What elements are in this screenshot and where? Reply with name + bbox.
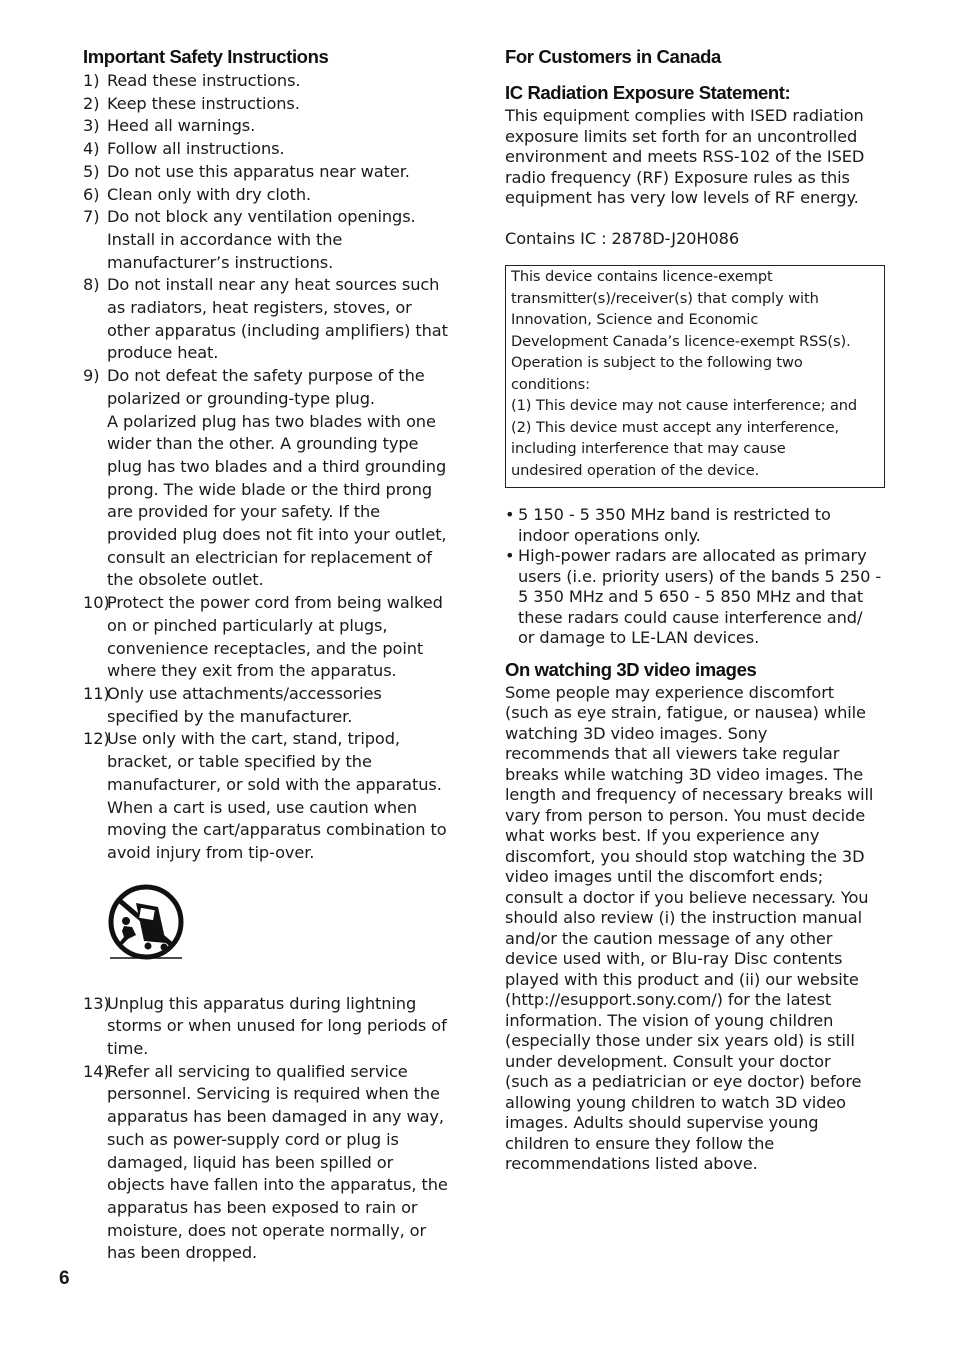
safety-item (83, 115, 463, 138)
3d-text-line: information. The vision of young children (505, 1010, 834, 1030)
statement-line: radio frequency (RF) Exposure rules as this (505, 167, 850, 187)
safety-item (83, 138, 463, 161)
band-text: High-power radars are allocated as primary (518, 546, 867, 565)
3d-text-line: discomfort, you should stop watching the 3D (505, 846, 865, 866)
3d-text-line: consult a doctor if you believe necessary. You (505, 887, 869, 907)
item-text: other apparatus (including amplifiers) that (107, 320, 448, 340)
notice-line: This device contains licence-exempt (511, 268, 773, 285)
3d-text-line: images. Adults should supervise young (505, 1113, 819, 1132)
item-text: Install in accordance with the (107, 229, 343, 249)
3d-text-line: Some people may experience discomfort (505, 682, 835, 702)
3d-text-line: under development. Consult your doctor (505, 1051, 831, 1071)
3d-text-line: (such as a pediatrician or eye doctor) before (505, 1072, 862, 1091)
item-text: the obsolete outlet. (107, 570, 264, 590)
3d-text-line: what works best. If you experience any (505, 826, 820, 845)
safety-item (83, 274, 463, 365)
band-text: 5 150 - 5 350 MHz band is restricted to (518, 505, 831, 524)
item-text: Use only with the cart, stand, tripod, (107, 729, 400, 749)
notice-line: (2) This device must accept any interference, (511, 418, 840, 436)
safety-heading: Important Safety Instructions (83, 46, 329, 67)
band-restrictions-list (505, 505, 885, 649)
3d-text-line: vary from person to person. You must decide (505, 805, 866, 825)
item-number: 12) (83, 729, 110, 749)
item-text: apparatus has been exposed to rain or (107, 1197, 418, 1217)
page-number: 6 (59, 1268, 70, 1289)
item-text: Clean only with dry cloth. (107, 184, 312, 204)
item-text: A polarized plug has two blades with one (107, 411, 436, 431)
notice-line: conditions: (511, 375, 590, 393)
notice-line: undesired operation of the device. (511, 461, 760, 479)
item-number: 5) (83, 161, 100, 181)
item-text: consult an electrician for replacement of (107, 547, 432, 567)
item-text: has been dropped. (107, 1243, 258, 1263)
3d-text-line: allowing young children to watch 3D video (505, 1092, 846, 1112)
item-text: personnel. Servicing is required when the (107, 1084, 440, 1104)
item-text: Do not use this apparatus near water. (107, 161, 410, 181)
ic-radiation-heading: IC Radiation Exposure Statement: (505, 82, 791, 103)
item-text: Do not install near any heat sources such (107, 275, 440, 295)
item-text: moisture, does not operate normally, or (107, 1220, 427, 1240)
safety-item (83, 728, 463, 864)
safety-item (83, 365, 463, 592)
statement-line: This equipment complies with ISED radiation (505, 106, 864, 125)
safety-item (83, 93, 463, 116)
safety-item (83, 1061, 463, 1265)
band-text: users (i.e. priority users) of the bands 5 250 - (518, 566, 882, 586)
item-text: where they exit from the apparatus. (107, 661, 397, 681)
item-text: plug has two blades and a third grounding (107, 456, 447, 476)
band-text: these radars could cause interference and/ (518, 607, 863, 627)
cart-symbol (83, 865, 463, 993)
item-text: on or pinched particularly at plugs, (107, 615, 388, 635)
3d-text-line: recommends that all viewers take regular (505, 744, 840, 763)
item-number: 6) (83, 184, 100, 204)
left-column (83, 44, 463, 1265)
item-text: Do not defeat the safety purpose of the (107, 366, 425, 386)
item-text: Read these instructions. (107, 71, 301, 90)
3d-video-text (505, 683, 885, 1175)
item-text: When a cart is used, use caution when (107, 797, 418, 817)
statement-line: equipment has very low levels of RF energy. (505, 188, 859, 207)
item-text: specified by the manufacturer. (107, 706, 353, 726)
safety-item (83, 206, 463, 274)
3d-text-line: watching 3D video images. Sony (505, 723, 768, 743)
cart-tip-over-warning-icon (106, 883, 186, 963)
item-text: Protect the power cord from being walked (107, 593, 443, 613)
safety-item (83, 184, 463, 207)
licence-exempt-notice (505, 265, 885, 488)
3d-text-line: video images until the discomfort ends; (505, 867, 824, 886)
safety-list-continued (83, 993, 463, 1265)
item-number: 13) (83, 993, 110, 1013)
3d-text-line: (http://esupport.sony.com/) for the latest (505, 990, 832, 1009)
right-column (505, 44, 885, 1175)
item-text: Unplug this apparatus during lightning (107, 993, 417, 1013)
item-text: convenience receptacles, and the point (107, 638, 424, 658)
band-text: or damage to LE-LAN devices. (518, 628, 760, 647)
item-text: apparatus has been damaged in any way, (107, 1107, 444, 1127)
band-text: indoor operations only. (518, 525, 701, 545)
contains-ic: Contains IC : 2878D-J20H086 (505, 228, 740, 248)
item-text: Do not block any ventilation openings. (107, 207, 416, 227)
item-text: Heed all warnings. (107, 116, 256, 136)
item-text: bracket, or table specified by the (107, 752, 372, 772)
canada-heading: For Customers in Canada (505, 46, 721, 67)
item-text: manufacturer, or sold with the apparatus. (107, 774, 442, 794)
item-text: produce heat. (107, 343, 219, 363)
item-text: prong. The wide blade or the third prong (107, 479, 433, 499)
band-item (505, 546, 885, 649)
item-text: provided plug does not fit into your outlet, (107, 525, 447, 545)
notice-line: including interference that may cause (511, 440, 786, 457)
item-text: wider than the other. A grounding type (107, 434, 419, 454)
3d-text-line: played with this product and (ii) our website (505, 969, 859, 989)
item-text: moving the cart/apparatus combination to (107, 820, 447, 840)
item-text: damaged, liquid has been spilled or (107, 1152, 394, 1172)
item-text: such as power-supply cord or plug is (107, 1129, 399, 1149)
item-number: 2) (83, 93, 100, 113)
item-number: 9) (83, 366, 100, 386)
item-text: are provided for your safety. If the (107, 502, 380, 522)
safety-item (83, 161, 463, 184)
item-text: Keep these instructions. (107, 93, 300, 113)
safety-item (83, 592, 463, 683)
notice-line: Operation is subject to the following two (511, 354, 803, 371)
item-number: 4) (83, 139, 100, 159)
item-text: Follow all instructions. (107, 139, 285, 159)
3d-text-line: children to ensure they follow the (505, 1133, 775, 1153)
item-number: 11) (83, 683, 110, 703)
item-text: avoid injury from tip-over. (107, 842, 315, 862)
3d-video-heading: On watching 3D video images (505, 658, 757, 680)
statement-line: environment and meets RSS-102 of the ISED (505, 147, 865, 166)
3d-text-line: and/or the caution message of any other (505, 928, 833, 948)
3d-text-line: should also review (i) the instruction manual (505, 908, 862, 927)
item-number: 7) (83, 207, 100, 227)
3d-text-line: device used with, or Blu-ray Disc contents (505, 949, 843, 968)
item-text: manufacturer’s instructions. (107, 252, 334, 272)
band-text: 5 350 MHz and 5 650 - 5 850 MHz and that (518, 587, 864, 606)
safety-item (83, 70, 463, 93)
3d-text-line: (especially those under six years old) is still (505, 1031, 855, 1050)
item-text: time. (107, 1039, 149, 1059)
item-text: as radiators, heat registers, stoves, or (107, 298, 412, 318)
notice-line: Innovation, Science and Economic (511, 311, 759, 328)
item-text: Only use attachments/accessories (107, 683, 382, 703)
safety-item (83, 993, 463, 1061)
safety-item (83, 683, 463, 728)
item-number: 3) (83, 116, 100, 136)
item-number: 14) (83, 1061, 110, 1081)
band-item (505, 505, 885, 546)
notice-line: Development Canada’s licence-exempt RSS(s). (511, 332, 851, 350)
item-text: objects have fallen into the apparatus, the (107, 1175, 448, 1195)
item-number: 1) (83, 71, 100, 90)
item-text: storms or when unused for long periods of (107, 1016, 447, 1036)
bullet: • (505, 505, 515, 524)
3d-text-line: length and frequency of necessary breaks will (505, 785, 874, 804)
notice-line: (1) This device may not cause interference; and (511, 397, 858, 414)
bullet: • (505, 546, 515, 565)
item-number: 8) (83, 275, 100, 295)
3d-text-line: breaks while watching 3D video images. The (505, 764, 864, 784)
item-number: 10) (83, 593, 110, 613)
3d-text-line: recommendations listed above. (505, 1154, 758, 1173)
safety-list (83, 70, 463, 865)
item-text: Refer all servicing to qualified service (107, 1061, 408, 1081)
item-text: polarized or grounding-type plug. (107, 388, 375, 408)
notice-line: transmitter(s)/receiver(s) that comply with (511, 289, 819, 307)
ic-statement (505, 106, 885, 209)
statement-line: exposure limits set forth for an uncontrolled (505, 126, 858, 146)
3d-text-line: (such as eye strain, fatigue, or nausea) while (505, 703, 866, 722)
